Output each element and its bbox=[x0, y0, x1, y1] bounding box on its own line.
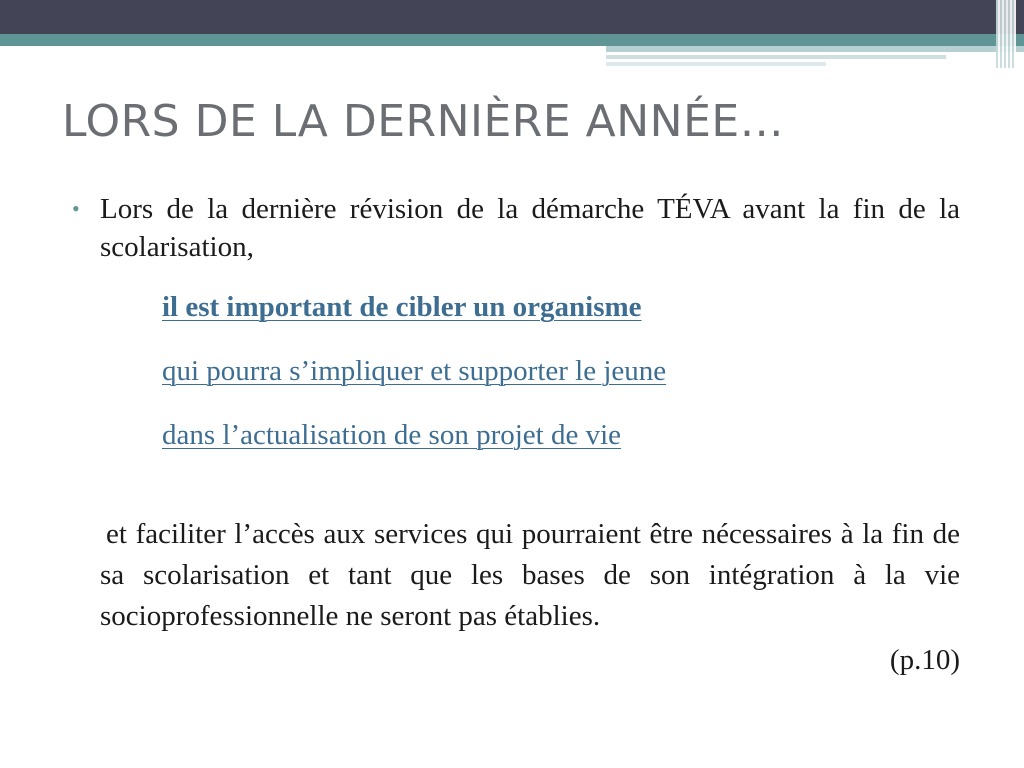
highlight-line: qui pourra s’impliquer et supporter le jeune bbox=[162, 355, 667, 387]
page-reference: (p.10) bbox=[889, 644, 960, 676]
header-accent-line bbox=[606, 62, 826, 66]
bullet-text: Lors de la dernière révision de la démarche TÉVA avant la fin de la scolarisation, bbox=[100, 193, 960, 263]
highlight-line: dans l’actualisation de son projet de vie bbox=[162, 419, 622, 451]
header-accent-line bbox=[606, 46, 1024, 52]
header-band-dark bbox=[0, 0, 1024, 34]
body-paragraph: et faciliter l’accès aux services qui pourraient être nécessaires à la fin de sa scolarisation et tant que les bases de son intégration à la vie socioprofessionnelle ne seront pas établies. bbox=[100, 518, 960, 632]
bullet-item bbox=[72, 190, 960, 266]
highlight-line: il est important de cibler un organisme bbox=[162, 291, 642, 323]
header-stripes-decoration bbox=[996, 0, 1016, 68]
header-accent-line bbox=[606, 55, 946, 59]
bullet-icon: • bbox=[72, 196, 80, 221]
slide-title: LORS DE LA DERNIÈRE ANNÉE… bbox=[62, 96, 785, 147]
header-band-teal bbox=[0, 34, 1024, 46]
slide-body bbox=[72, 190, 960, 679]
